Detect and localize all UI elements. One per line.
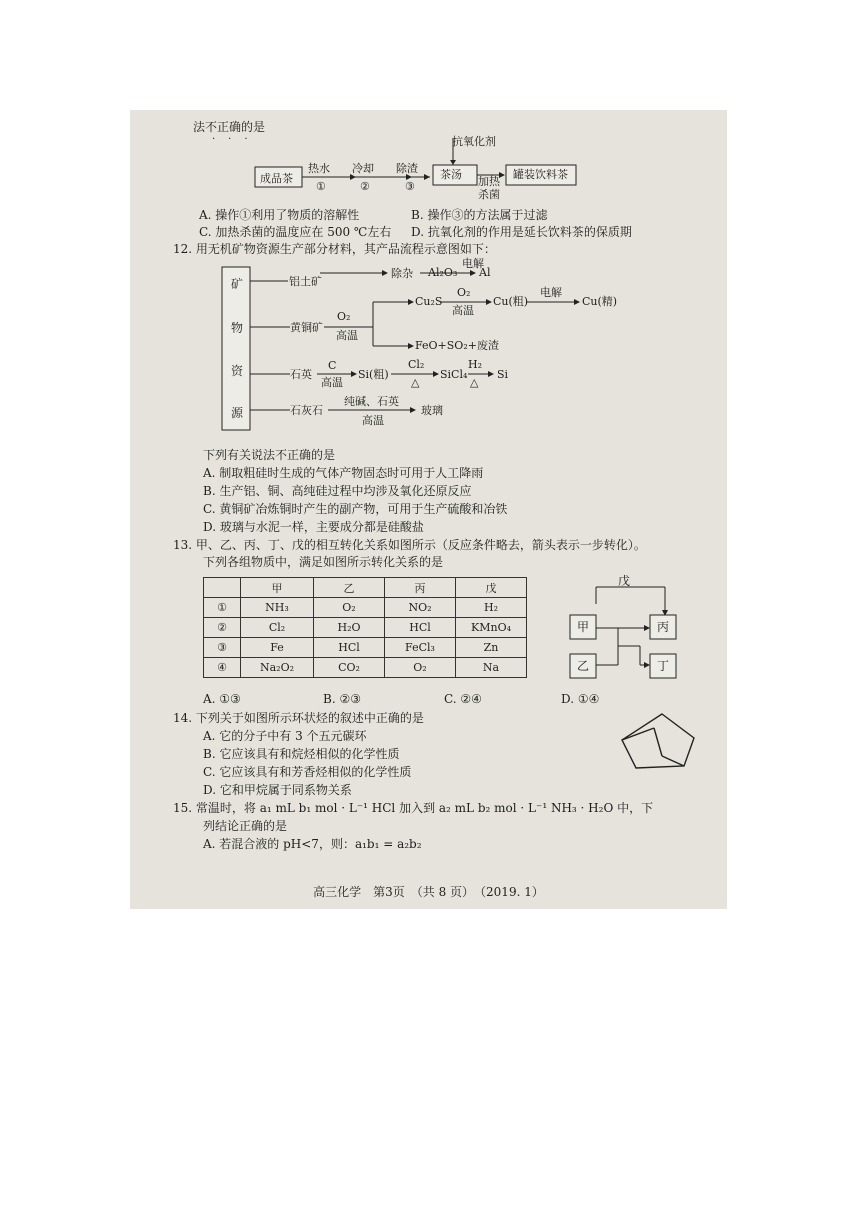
page-footer: 高三化学 第3页 （共 8 页） （2019. 1） [313, 885, 544, 899]
q12-option-c: C. 黄铜矿冶炼铜时产生的副产物，可用于生产硫酸和冶铁 [203, 502, 508, 516]
cu2s-label: Cu₂S [415, 295, 443, 308]
table-cell: Zn [456, 638, 527, 658]
sterilize-label: 杀菌 [478, 188, 500, 201]
table-cell: Cl₂ [241, 618, 314, 638]
q13-relation-diagram [130, 110, 727, 710]
q15-stem-line1: 15. 常温时，将 a₁ mL b₁ mol · L⁻¹ HCl 加入到 a₂ mL b₂ mol · L⁻¹ NH₃ · H₂O 中，下 [173, 801, 654, 815]
quartz-label: 石英 [290, 368, 312, 381]
table-cell: H₂O [314, 618, 385, 638]
node-jia: 甲 [577, 620, 590, 634]
table-header-cell: 丙 [385, 578, 456, 598]
q11-option-b: B. 操作③的方法属于过滤 [411, 208, 548, 222]
table-cell: CO₂ [314, 658, 385, 678]
h2-label: H₂ [468, 358, 483, 371]
table-header-cell: 戊 [456, 578, 527, 598]
table-cell: ① [204, 598, 241, 618]
table-cell: O₂ [314, 598, 385, 618]
table-header-cell: 甲 [241, 578, 314, 598]
table-cell: Fe [241, 638, 314, 658]
table-cell: FeCl₃ [385, 638, 456, 658]
high-temp-label-1: 高温 [336, 329, 358, 342]
q14-option-b: B. 它应该具有和烷烃相似的化学性质 [203, 747, 400, 761]
q15-option-a: A. 若混合液的 pH<7，则：a₁b₁ = a₂b₂ [203, 837, 422, 851]
q13-option-a: A. ①③ [203, 692, 241, 706]
al-label: Al [479, 266, 491, 279]
step3-label: ③ [405, 180, 415, 193]
node-wu: 戊 [618, 574, 631, 588]
q13-option-c: C. ②④ [444, 692, 482, 706]
cu-fine-label: Cu(精) [582, 295, 618, 308]
q13-stem-line2: 下列各组物质中，满足如图所示转化关系的是 [203, 555, 444, 569]
q14-option-d: D. 它和甲烷属于同系物关系 [203, 783, 352, 797]
table-cell: Na₂O₂ [241, 658, 314, 678]
o2-label-2: O₂ [457, 286, 471, 299]
q13-option-d: D. ①④ [561, 692, 600, 706]
o2-label-1: O₂ [337, 310, 351, 323]
table-cell: HCl [385, 618, 456, 638]
soda-quartz-label: 纯碱、石英 [344, 395, 399, 408]
q11-option-c: C. 加热杀菌的温度应在 500 ℃左右 [199, 225, 392, 239]
node-yi: 乙 [577, 659, 590, 673]
emphasis-dots: ··· [212, 134, 261, 145]
q14-stem: 14. 下列关于如图所示环状烃的叙述中正确的是 [173, 711, 424, 725]
carbon-label: C [328, 359, 337, 372]
table-cell: H₂ [456, 598, 527, 618]
q11-option-a: A. 操作①利用了物质的溶解性 [199, 208, 360, 222]
bicyclic-structure-figure [614, 710, 704, 772]
table-cell: HCl [314, 638, 385, 658]
high-temp-label-4: 高温 [362, 414, 384, 427]
heat-symbol-1: △ [411, 376, 420, 389]
limestone-label: 石灰石 [290, 404, 323, 417]
q14-option-c: C. 它应该具有和芳香烃相似的化学性质 [203, 765, 412, 779]
q15-stem-line2: 列结论正确的是 [203, 819, 288, 833]
al2o3-label: Al₂O₃ [428, 266, 458, 279]
high-temp-label-2: 高温 [452, 304, 474, 317]
high-temp-label-3: 高温 [321, 376, 343, 389]
step1-label: ① [316, 180, 326, 193]
q13-stem-line1: 13. 甲、乙、丙、丁、戊的相互转化关系如图所示（反应条件略去，箭头表示一步转化）。 [173, 538, 646, 552]
cooling-label: 冷却 [352, 162, 374, 175]
cu-crude-label: Cu(粗) [493, 295, 529, 308]
node-bing: 丙 [657, 620, 670, 634]
byproducts-label: FeO+SO₂+废渣 [415, 339, 499, 352]
hot-water-label: 热水 [308, 162, 330, 175]
node-ding: 丁 [657, 659, 670, 673]
q12-stem: 12. 用无机矿物资源生产部分材料，其产品流程示意图如下： [173, 242, 496, 256]
si-label: Si [497, 368, 509, 381]
table-header-cell: 乙 [314, 578, 385, 598]
cl2-label: Cl₂ [408, 358, 425, 371]
remove-residue-label: 除渣 [396, 162, 418, 175]
q12-option-b: B. 生产铝、铜、高纯硅过程中均涉及氧化还原反应 [203, 484, 472, 498]
heat-label: 加热 [478, 175, 500, 188]
table-cell: Na [456, 658, 527, 678]
table-cell: ② [204, 618, 241, 638]
antioxidant-label: 抗氧化剂 [452, 135, 496, 148]
canned-tea-box: 罐装饮料茶 [513, 168, 568, 181]
step2-label: ② [360, 180, 370, 193]
chalcopyrite-label: 黄铜矿 [290, 321, 323, 334]
q12-question: 下列有关说法不正确的是 [203, 448, 336, 462]
table-cell: ③ [204, 638, 241, 658]
tea-soup-box: 茶汤 [440, 168, 462, 181]
exam-page [130, 110, 727, 909]
q12-option-a: A. 制取粗硅时生成的气体产物固态时可用于人工降雨 [203, 466, 484, 480]
heat-symbol-2: △ [470, 376, 479, 389]
table-cell: NO₂ [385, 598, 456, 618]
table-cell: ④ [204, 658, 241, 678]
table-cell: O₂ [385, 658, 456, 678]
electrolysis-label-2: 电解 [540, 286, 562, 299]
electrolysis-label-1: 电解 [462, 257, 484, 270]
table-cell: NH₃ [241, 598, 314, 618]
q13-option-b: B. ②③ [323, 692, 361, 706]
table-cell: KMnO₄ [456, 618, 527, 638]
glass-label: 玻璃 [421, 404, 443, 417]
source-char-3: 资 [231, 364, 244, 378]
source-char-1: 矿 [231, 277, 244, 291]
q11-stem-tail: 法不正确的是 [193, 120, 266, 134]
source-char-2: 物 [231, 321, 244, 335]
remove-impurity-label: 除杂 [391, 267, 413, 280]
q14-option-a: A. 它的分子中有 3 个五元碳环 [203, 729, 367, 743]
q11-option-d: D. 抗氧化剂的作用是延长饮料茶的保质期 [411, 225, 632, 239]
q12-option-d: D. 玻璃与水泥一样，主要成分都是硅酸盐 [203, 520, 424, 534]
source-char-4: 源 [231, 406, 244, 420]
product-tea-box: 成品茶 [260, 172, 293, 185]
si-crude-label: Si(粗) [358, 368, 389, 381]
bauxite-label: 铝土矿 [289, 275, 322, 288]
sicl4-label: SiCl₄ [440, 368, 468, 381]
